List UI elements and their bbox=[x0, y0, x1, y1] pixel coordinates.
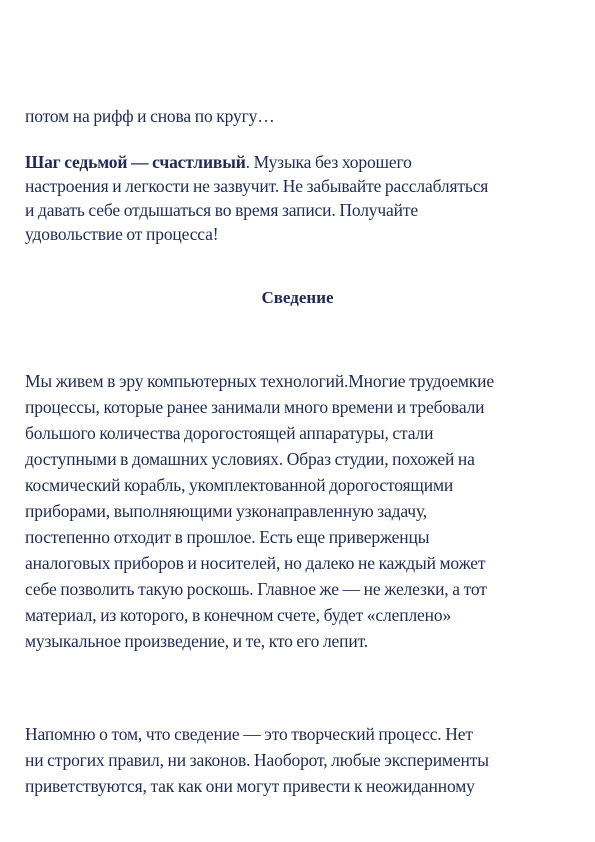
step7-lead: Шаг седьмой — счастливый bbox=[25, 152, 246, 172]
paragraph-line: Напомню о том, что сведение — это творческий процесс. Нет bbox=[25, 724, 473, 744]
step7-line: и давать себе отдышаться во время записи. Получайте bbox=[25, 200, 418, 220]
paragraph-line: материал, из которого, в конечном счете, будет «слеплено» bbox=[25, 605, 452, 625]
step7-line: настроения и легкости не зазвучит. Не забывайте расслабляться bbox=[25, 176, 489, 196]
step7-line: удовольствие от процесса! bbox=[25, 224, 219, 244]
step7-first-line bbox=[25, 150, 412, 174]
paragraph-line: приборами, выполняющими узконаправленную задачу, bbox=[25, 501, 428, 521]
section-heading: Сведение bbox=[261, 288, 334, 307]
paragraph-line: музыкальное произведение, и те, кто его лепит. bbox=[25, 631, 368, 651]
paragraph-line: приветствуются, так как они могут привести к неожиданному bbox=[25, 776, 475, 796]
paragraph-line: ни строгих правил, ни законов. Наоборот, любые эксперименты bbox=[25, 750, 489, 770]
paragraph-line: доступными в домашних условиях. Образ студии, похожей на bbox=[25, 449, 475, 469]
paragraph-line: аналоговых приборов и носителей, но далеко не каждый может bbox=[25, 553, 486, 573]
intro-line: потом на рифф и снова по кругу… bbox=[25, 106, 275, 126]
step7-rest: . Музыка без хорошего bbox=[245, 152, 412, 172]
paragraph-line: Мы живем в эру компьютерных технологий.Многие трудоемкие bbox=[25, 371, 494, 391]
paragraph-line: большого количества дорогостоящей аппаратуры, стали bbox=[25, 423, 434, 443]
paragraph-line: постепенно отходит в прошлое. Есть еще приверженцы bbox=[25, 527, 430, 547]
paragraph-line: процессы, которые ранее занимали много времени и требовали bbox=[25, 397, 485, 417]
paragraph-line: космический корабль, укомплектованной дорогостоящими bbox=[25, 475, 454, 495]
paragraph-line: себе позволить такую роскошь. Главное же — не железки, а тот bbox=[25, 579, 487, 599]
